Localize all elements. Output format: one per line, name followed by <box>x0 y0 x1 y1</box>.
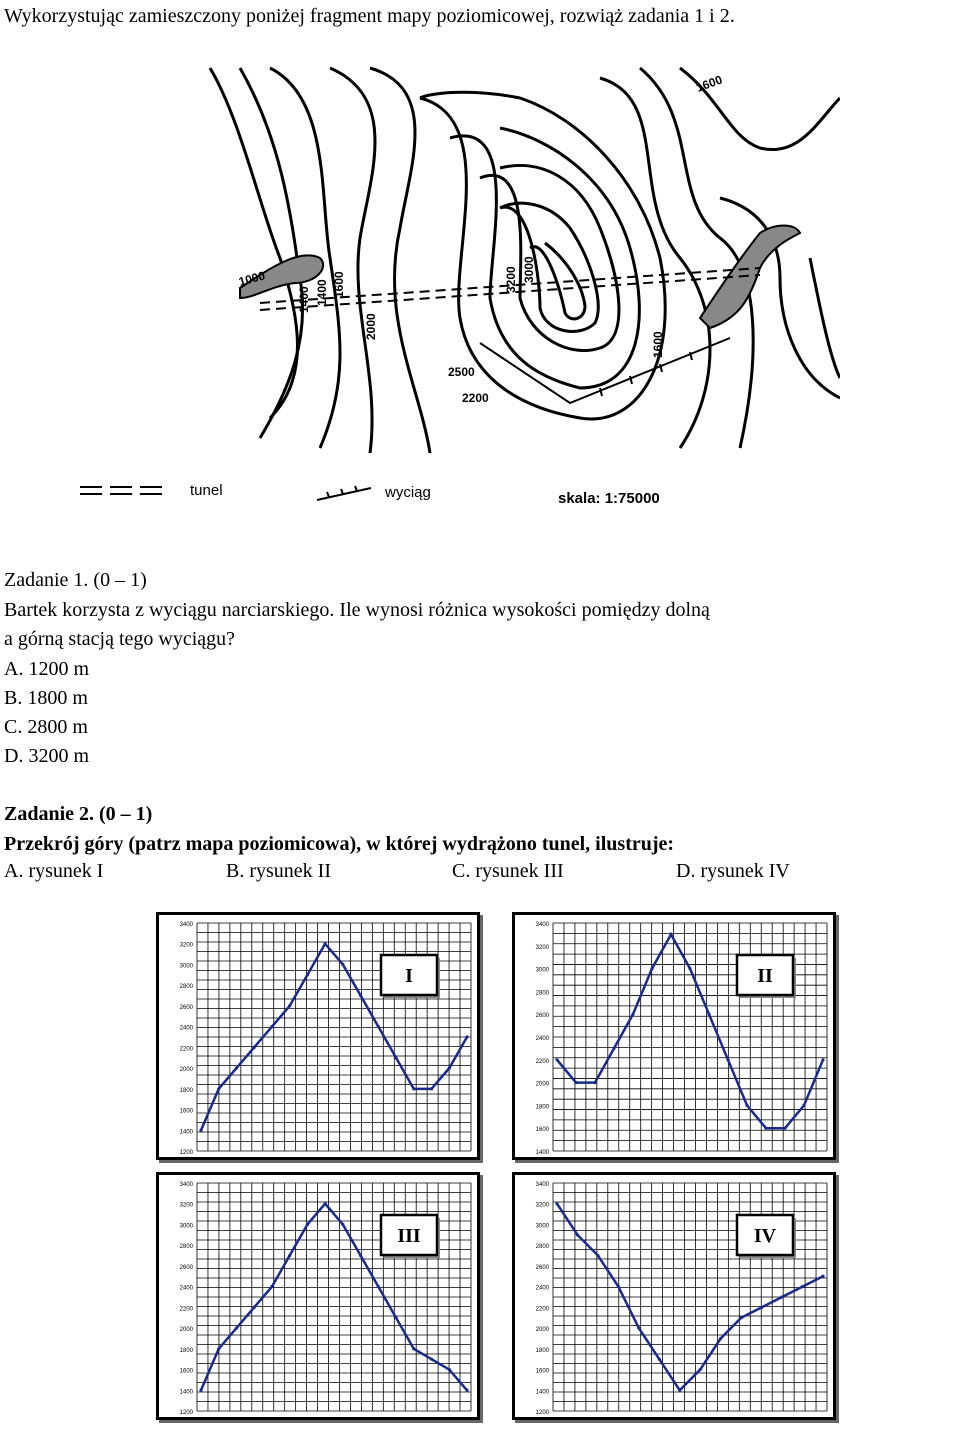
y-tick-label: 2200 <box>179 1046 193 1053</box>
task1-question-line2: a górną stacją tego wyciągu? <box>4 628 236 650</box>
y-tick-label: 2000 <box>179 1327 193 1334</box>
chart-title: IV <box>753 1225 777 1247</box>
y-tick-label: 2800 <box>535 990 549 997</box>
data-point <box>341 963 344 966</box>
data-point <box>448 1066 451 1069</box>
contour-label-1600-a: 1600 <box>694 72 725 95</box>
data-point <box>217 1347 220 1350</box>
y-tick-label: 1200 <box>179 1150 193 1156</box>
y-tick-label: 2000 <box>535 1327 549 1334</box>
y-tick-label: 3200 <box>179 1202 193 1209</box>
profile-chart-2 <box>512 912 836 1160</box>
data-point <box>821 1058 824 1061</box>
data-point <box>719 1337 722 1340</box>
y-tick-label: 3000 <box>535 1223 549 1230</box>
contour-label-1400-b: 1400 <box>315 279 329 306</box>
data-point <box>324 942 327 945</box>
task1-question-line1: Bartek korzysta z wyciągu narciarskiego. Ile wynosi różnica wysokości pomiędzy dolną <box>4 599 710 621</box>
map-legend <box>80 478 700 518</box>
data-point <box>780 1295 783 1298</box>
contour-label-2500: 2500 <box>448 365 475 379</box>
data-point <box>306 1223 309 1226</box>
data-point <box>217 1087 220 1090</box>
data-point <box>394 1056 397 1059</box>
y-tick-label: 2800 <box>179 984 193 991</box>
y-tick-label: 1600 <box>535 1368 549 1375</box>
data-point <box>288 1004 291 1007</box>
y-tick-label: 3200 <box>535 1202 549 1209</box>
data-point <box>235 1066 238 1069</box>
y-tick-label: 2200 <box>179 1306 193 1313</box>
data-point <box>576 1233 579 1236</box>
y-tick-label: 3000 <box>179 1223 193 1230</box>
y-tick-label: 1400 <box>179 1129 193 1136</box>
data-point <box>412 1087 415 1090</box>
task1-option-d: D. 3200 m <box>4 745 89 767</box>
chart-title: II <box>757 965 773 987</box>
y-tick-label: 2800 <box>179 1244 193 1251</box>
data-point <box>270 1285 273 1288</box>
data-point <box>574 1081 577 1084</box>
y-tick-label: 1400 <box>535 1389 549 1396</box>
y-tick-label: 3000 <box>179 963 193 970</box>
y-tick-label: 3200 <box>179 942 193 949</box>
data-point <box>555 1202 558 1205</box>
data-point <box>669 933 672 936</box>
map-scale: skala: 1:75000 <box>558 490 660 507</box>
task2-option-a: A. rysunek I <box>4 860 104 882</box>
task2-options <box>4 860 954 890</box>
data-point <box>801 1285 804 1288</box>
y-tick-label: 1400 <box>179 1389 193 1396</box>
data-point <box>412 1347 415 1350</box>
contour-map <box>200 58 840 458</box>
data-point <box>377 1025 380 1028</box>
task1-option-b: B. 1800 m <box>4 687 88 709</box>
data-point <box>612 1047 615 1050</box>
task1-option-c: C. 2800 m <box>4 716 88 738</box>
data-point <box>465 1389 468 1392</box>
data-point <box>593 1081 596 1084</box>
contour-label-2000: 2000 <box>364 313 378 340</box>
y-tick-label: 2600 <box>535 1264 549 1271</box>
data-point <box>658 1358 661 1361</box>
data-point <box>802 1104 805 1107</box>
data-point <box>377 1285 380 1288</box>
data-point <box>650 967 653 970</box>
profile-chart-3 <box>156 1172 480 1420</box>
profile-chart-1 <box>156 912 480 1160</box>
y-tick-label: 3400 <box>179 1182 193 1188</box>
data-point <box>270 1025 273 1028</box>
contour-label-2200: 2200 <box>462 391 489 405</box>
contour-label-3200: 3200 <box>504 266 518 293</box>
data-point <box>740 1316 743 1319</box>
y-tick-label: 3400 <box>535 922 549 928</box>
chart-title: III <box>397 1225 421 1247</box>
data-point <box>631 1013 634 1016</box>
data-point <box>448 1368 451 1371</box>
contour-label-1400-a: 1400 <box>297 286 311 313</box>
y-tick-label: 2400 <box>535 1036 549 1042</box>
data-point <box>253 1046 256 1049</box>
data-point <box>555 1058 558 1061</box>
y-tick-label: 1600 <box>535 1127 549 1134</box>
data-point <box>235 1326 238 1329</box>
data-point <box>324 1202 327 1205</box>
lift-symbol-icon <box>315 484 375 504</box>
data-point <box>288 1254 291 1257</box>
y-tick-label: 3200 <box>535 944 549 951</box>
y-tick-label: 2600 <box>179 1004 193 1011</box>
y-tick-label: 2200 <box>535 1306 549 1313</box>
data-point <box>306 973 309 976</box>
task1-option-a: A. 1200 m <box>4 658 89 680</box>
y-tick-label: 2400 <box>179 1025 193 1032</box>
data-point <box>430 1358 433 1361</box>
y-tick-label: 1800 <box>535 1104 549 1111</box>
y-tick-label: 3400 <box>535 1182 549 1188</box>
data-point <box>430 1087 433 1090</box>
y-tick-label: 1600 <box>179 1108 193 1115</box>
task2-option-b: B. rysunek II <box>226 860 331 882</box>
y-tick-label: 2200 <box>535 1058 549 1065</box>
data-point <box>394 1316 397 1319</box>
intro-text: Wykorzystując zamieszczony poniżej fragment mapy poziomicowej, rozwiąż zadania 1 i 2. <box>4 5 735 27</box>
data-point <box>678 1389 681 1392</box>
data-point <box>760 1306 763 1309</box>
y-tick-label: 2000 <box>535 1081 549 1088</box>
contour-label-1000: 1000 <box>237 268 267 289</box>
y-tick-label: 2000 <box>179 1067 193 1074</box>
y-tick-label: 2400 <box>535 1285 549 1292</box>
data-point <box>699 1368 702 1371</box>
y-tick-label: 3000 <box>535 967 549 974</box>
data-point <box>745 1104 748 1107</box>
data-point <box>764 1127 767 1130</box>
task2-option-d: D. rysunek IV <box>676 860 790 882</box>
contour-label-1600-b: 1600 <box>332 271 346 298</box>
data-point <box>199 1389 202 1392</box>
task2-option-c: C. rysunek III <box>452 860 564 882</box>
data-point <box>359 994 362 997</box>
legend-tunnel-label: tunel <box>190 482 223 499</box>
data-point <box>637 1326 640 1329</box>
task1-heading: Zadanie 1. (0 – 1) <box>4 569 147 591</box>
y-tick-label: 2400 <box>179 1285 193 1292</box>
contour-label-1600-c: 1600 <box>651 331 665 358</box>
y-tick-label: 2600 <box>179 1264 193 1271</box>
data-point <box>726 1058 729 1061</box>
y-tick-label: 2800 <box>535 1244 549 1251</box>
data-point <box>707 1013 710 1016</box>
y-tick-label: 1800 <box>535 1347 549 1354</box>
y-tick-label: 1200 <box>535 1410 549 1416</box>
profile-chart-4 <box>512 1172 836 1420</box>
y-tick-label: 1200 <box>179 1410 193 1416</box>
data-point <box>821 1275 824 1278</box>
task2-heading: Zadanie 2. (0 – 1) <box>4 803 153 825</box>
y-tick-label: 1600 <box>179 1368 193 1375</box>
data-point <box>253 1306 256 1309</box>
data-point <box>617 1285 620 1288</box>
legend-lift-label: wyciąg <box>385 484 431 501</box>
data-point <box>465 1035 468 1038</box>
contour-label-3000: 3000 <box>522 256 536 283</box>
chart-title: I <box>405 965 413 987</box>
data-point <box>596 1254 599 1257</box>
data-point <box>783 1127 786 1130</box>
y-tick-label: 1800 <box>179 1347 193 1354</box>
y-tick-label: 2600 <box>535 1013 549 1020</box>
data-point <box>341 1223 344 1226</box>
data-point <box>199 1129 202 1132</box>
data-point <box>688 967 691 970</box>
task2-question: Przekrój góry (patrz mapa poziomicowa), w której wydrążono tunel, ilustruje: <box>4 833 675 855</box>
y-tick-label: 3400 <box>179 922 193 928</box>
y-tick-label: 1400 <box>535 1150 549 1156</box>
tunnel-symbol-icon <box>80 484 170 498</box>
data-point <box>359 1254 362 1257</box>
y-tick-label: 1800 <box>179 1087 193 1094</box>
